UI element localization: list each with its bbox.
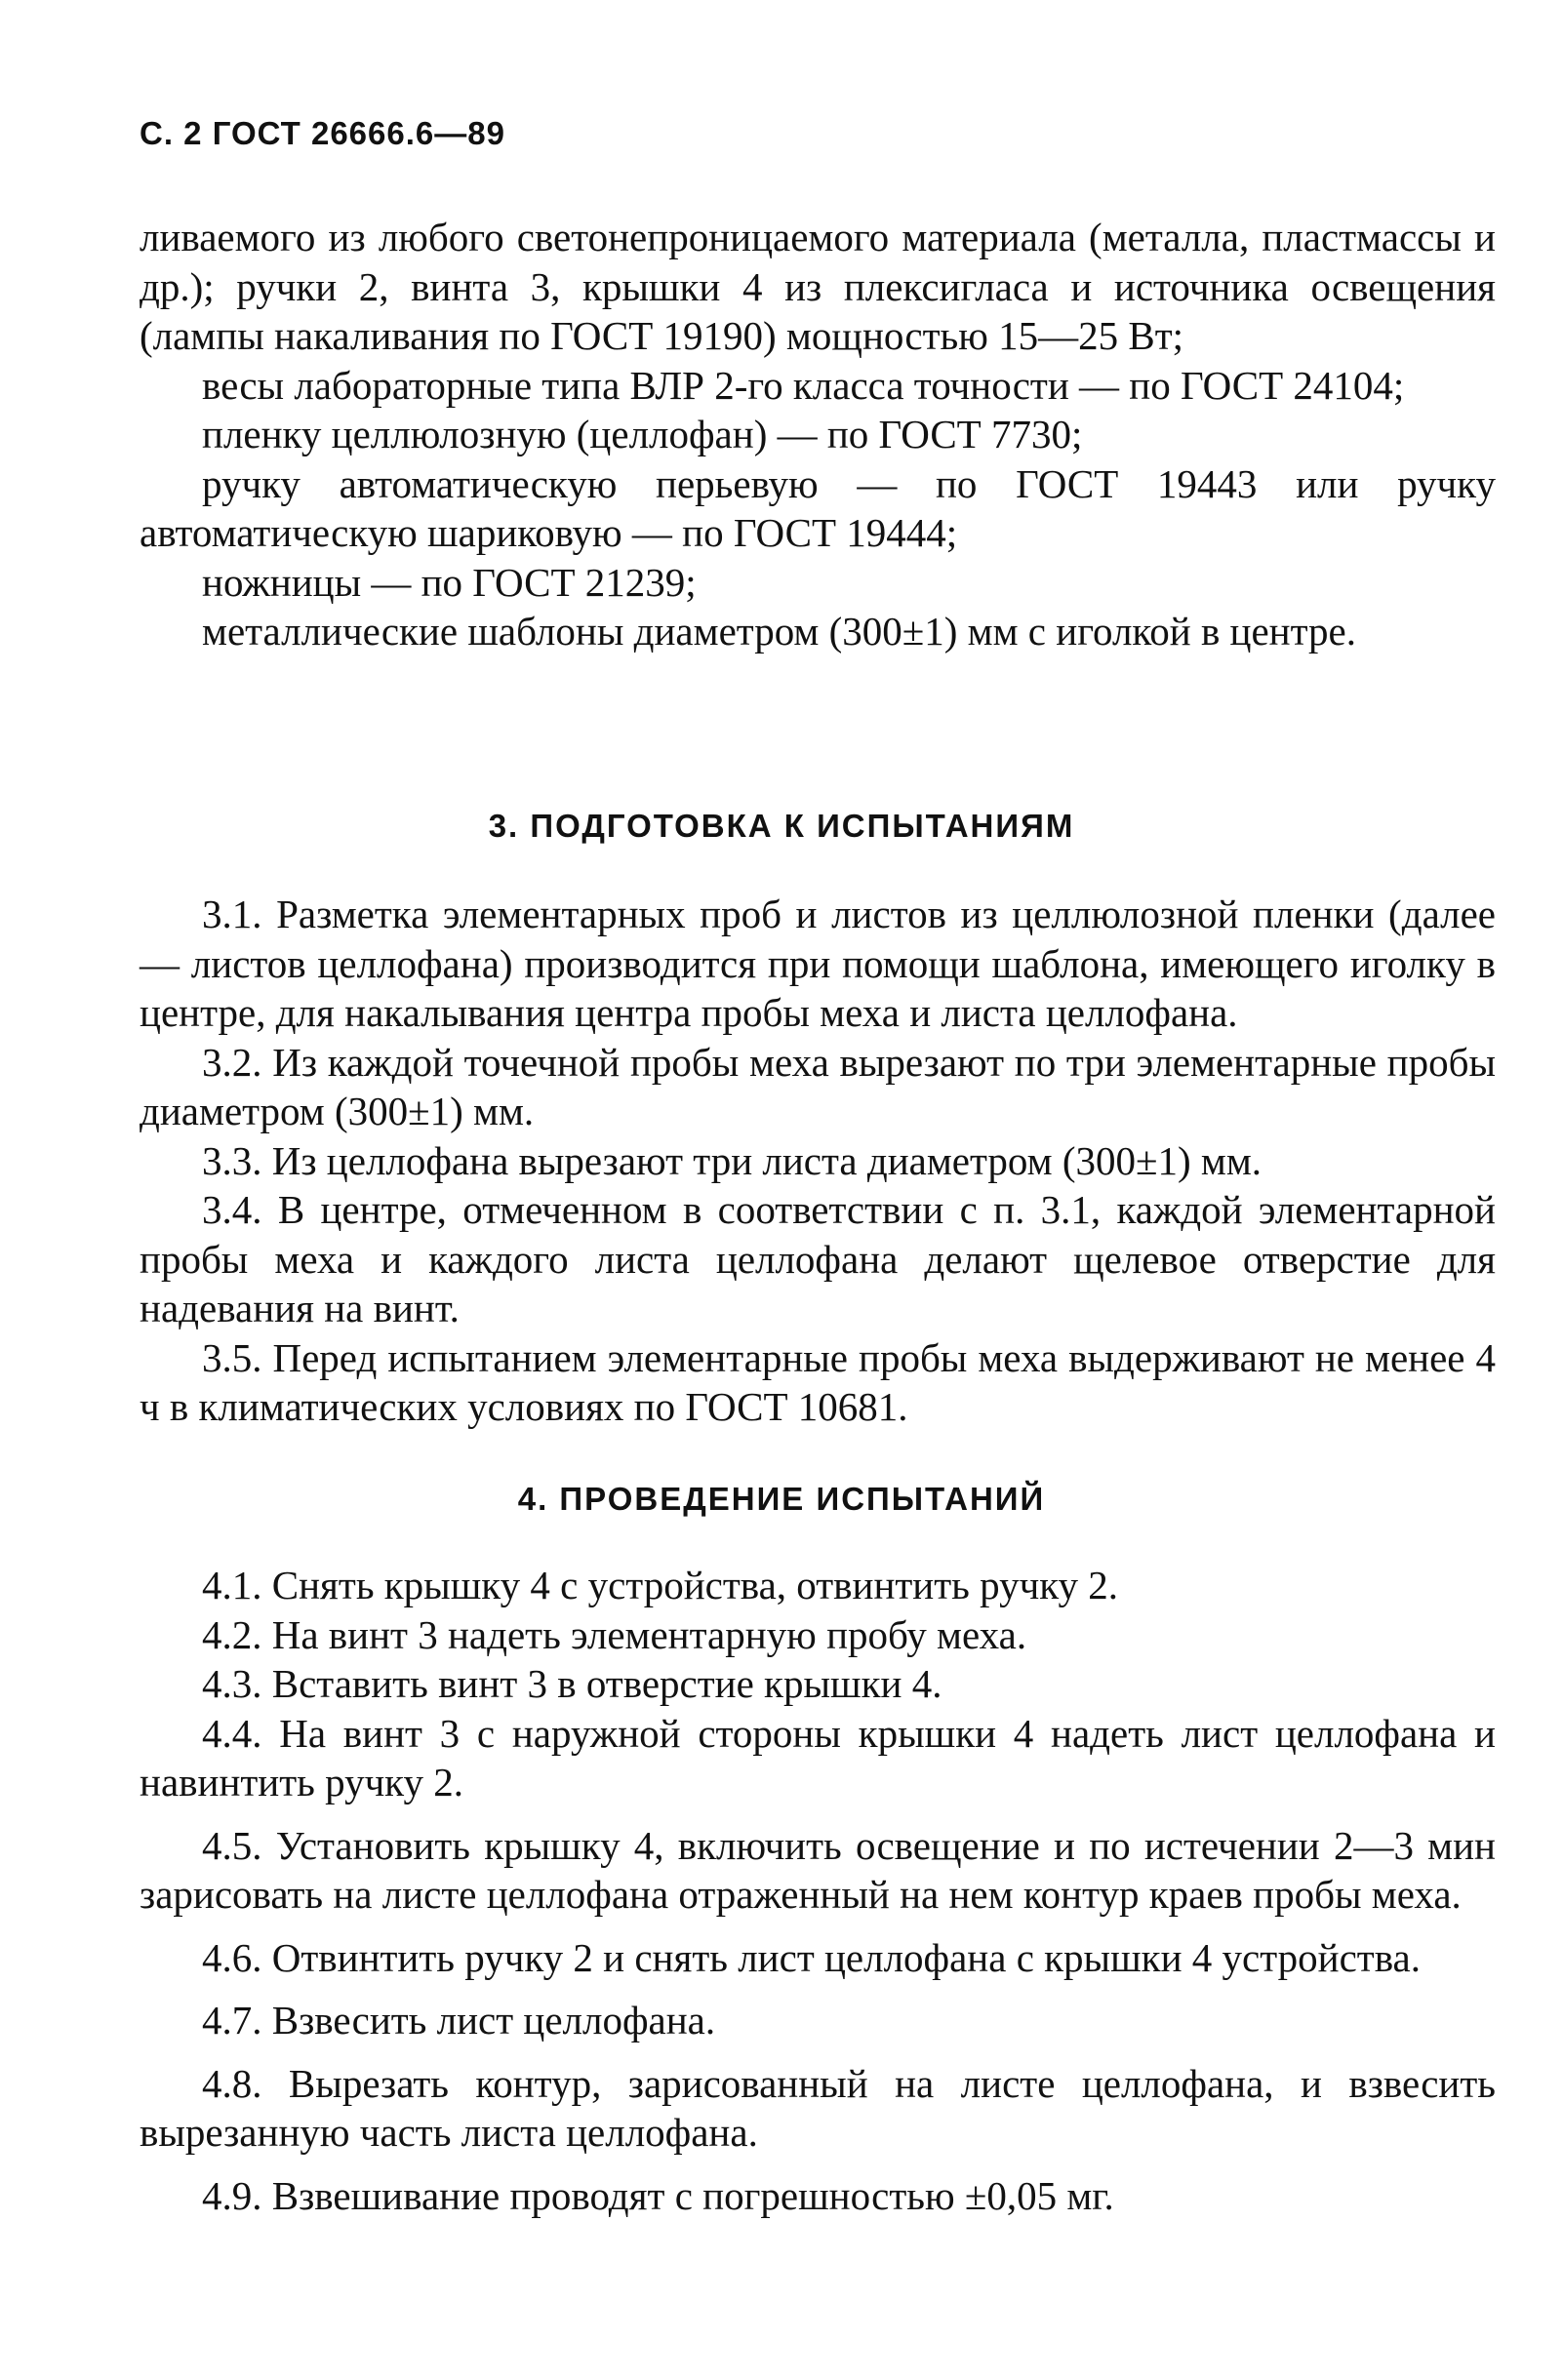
clause-4-1: 4.1. Снять крышку 4 с устройства, отвинтить ручку 2. xyxy=(202,1563,1119,1607)
list-item: ручку автоматическую перьевую — по ГОСТ 19443 или ручку автоматическую шариковую — по ГОСТ 19444; xyxy=(140,460,1496,555)
section-4-heading: 4. ПРОВЕДЕНИЕ ИСПЫТАНИЙ xyxy=(517,1481,1046,1517)
page-header: С. 2 ГОСТ 26666.6—89 xyxy=(140,115,505,151)
clause-3-2: 3.2. Из каждой точечной пробы меха вырезают по три элементарные пробы диаметром (300±1) мм. xyxy=(140,1039,1496,1133)
list-item: металлические шаблоны диаметром (300±1) мм с иголкой в центре. xyxy=(202,609,1356,654)
clause-4-5: 4.5. Установить крышку 4, включить освещение и по истечении 2—3 мин зарисовать на листе целлофана отраженный на нем контур краев пробы меха. xyxy=(140,1822,1496,1917)
section-3-heading: 3. ПОДГОТОВКА К ИСПЫТАНИЯМ xyxy=(488,808,1075,844)
paragraph: ливаемого из любого светонепроницаемого материала (металла, пластмассы и др.); ручки 2, винта 3, крышки 4 из плексигласа и источника освещения (лампы накаливания по ГОСТ 19190) мощностью 15—25 Вт; xyxy=(140,215,1496,358)
clause-3-1: 3.1. Разметка элементарных проб и листов из целлюлозной пленки (далее — листов целлофана) производится при помощи шаблона, имеющего иголку в центре, для накалывания центра пробы меха и листа целлофана. xyxy=(140,892,1496,1035)
clause-4-6: 4.6. Отвинтить ручку 2 и снять лист целлофана с крышки 4 устройства. xyxy=(202,1934,1421,1980)
list-item: весы лабораторные типа ВЛР 2-го класса точности — по ГОСТ 24104; xyxy=(202,362,1405,408)
clause-3-4: 3.4. В центре, отмеченном в соответствии с п. 3.1, каждой элементарной пробы меха и каждого листа целлофана делают щелевое отверстие для надевания на винт. xyxy=(140,1187,1496,1330)
clause-4-3: 4.3. Вставить винт 3 в отверстие крышки 4. xyxy=(202,1661,942,1706)
clause-3-5: 3.5. Перед испытанием элементарные пробы меха выдерживают не менее 4 ч в климатических условиях по ГОСТ 10681. xyxy=(140,1334,1496,1429)
clause-4-4: 4.4. На винт 3 с наружной стороны крышки 4 надеть лист целлофана и навинтить ручку 2. xyxy=(140,1710,1496,1805)
section-3-body xyxy=(140,890,1496,1432)
clause-4-2: 4.2. На винт 3 надеть элементарную пробу меха. xyxy=(202,1611,1027,1657)
clause-3-3: 3.3. Из целлофана вырезают три листа диаметром (300±1) мм. xyxy=(202,1137,1262,1183)
section-4-body xyxy=(140,1561,1496,2220)
list-item: ножницы — по ГОСТ 21239; xyxy=(202,559,697,605)
clause-4-8: 4.8. Вырезать контур, зарисованный на листе целлофана, и взвесить вырезанную часть листа целлофана. xyxy=(140,2060,1496,2155)
equipment-list xyxy=(140,213,1496,656)
list-item: пленку целлюлозную (целлофан) — по ГОСТ 7730; xyxy=(202,412,1083,456)
clause-4-7: 4.7. Взвесить лист целлофана. xyxy=(202,1998,716,2043)
clause-4-9: 4.9. Взвешивание проводят с погрешностью ±0,05 мг. xyxy=(202,2172,1114,2218)
